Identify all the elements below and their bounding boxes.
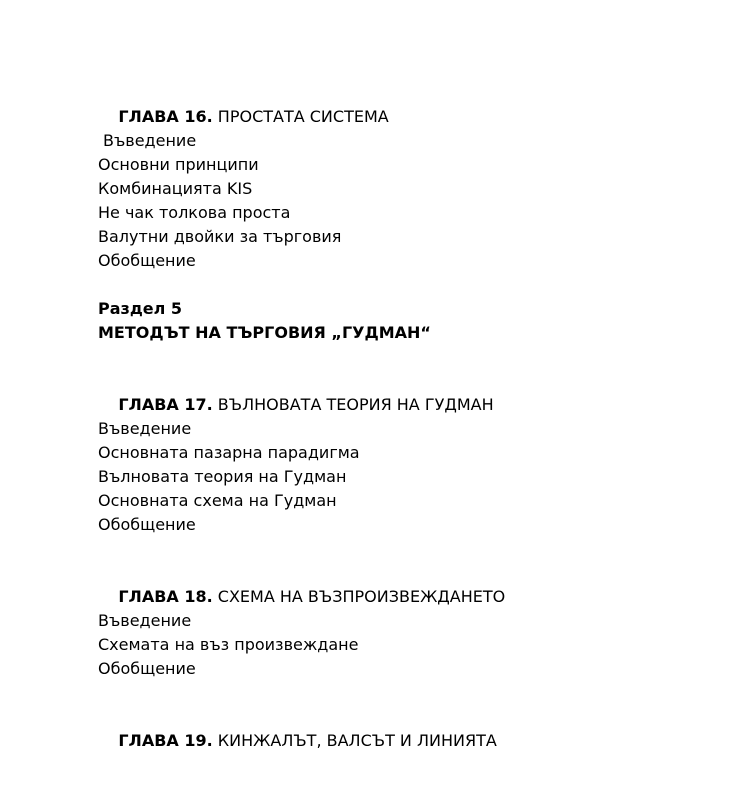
section-5-label: Раздел 5 (98, 299, 183, 318)
chapter-16-item: Обобщение (98, 251, 196, 270)
spacer (98, 681, 698, 705)
chapter-18-item: Обобщение (98, 659, 196, 678)
chapter-17-heading (98, 369, 698, 414)
document-page (98, 81, 698, 750)
chapter-17-item: Обобщение (98, 515, 196, 534)
chapter-17-item: Въведение (98, 419, 192, 438)
chapter-17-item: Основната пазарна парадигма (98, 443, 360, 462)
chapter-16-item: Валутни двойки за търговия (98, 227, 342, 246)
chapter-17-item: Вълновата теория на Гудман (98, 467, 347, 486)
chapter-17-title: ВЪЛНОВАТА ТЕОРИЯ НА ГУДМАН (212, 395, 494, 414)
chapter-18-item: Въведение (98, 611, 192, 630)
chapter-16-item: Не чак толкова проста (98, 203, 291, 222)
chapter-16-item: Въведение (103, 131, 197, 150)
chapter-17-label: ГЛАВА 17. (118, 395, 213, 414)
chapter-16-label: ГЛАВА 16. (118, 107, 213, 126)
chapter-19-title: КИНЖАЛЪТ, ВАЛСЪТ И ЛИНИЯТА (212, 731, 497, 750)
chapter-18-heading (98, 561, 698, 606)
chapter-16-heading (98, 81, 698, 126)
chapter-19-heading (98, 705, 698, 750)
spacer (98, 345, 698, 369)
chapter-16-item: Комбинацията KIS (98, 179, 253, 198)
chapter-18-title: СХЕМА НА ВЪЗПРОИЗВЕЖДАНЕТО (212, 587, 506, 606)
spacer (98, 537, 698, 561)
chapter-18-label: ГЛАВА 18. (118, 587, 213, 606)
chapter-16-item: Основни принципи (98, 155, 259, 174)
chapter-17-item: Основната схема на Гудман (98, 491, 337, 510)
section-5-title: МЕТОДЪТ НА ТЪРГОВИЯ „ГУДМАН“ (98, 323, 431, 342)
chapter-18-item: Схемата на въз произвеждане (98, 635, 359, 654)
chapter-19-label: ГЛАВА 19. (118, 731, 213, 750)
spacer (98, 273, 698, 297)
chapter-16-title: ПРОСТАТА СИСТЕМА (212, 107, 389, 126)
